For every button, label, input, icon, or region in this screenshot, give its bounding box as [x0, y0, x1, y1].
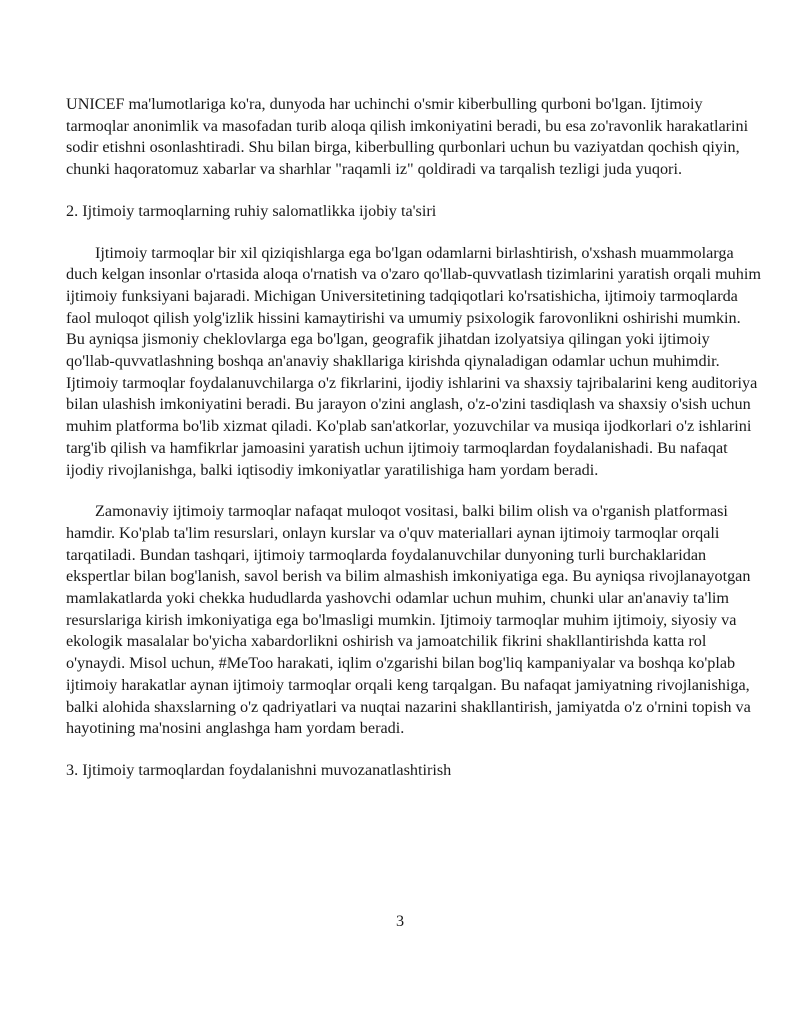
paragraph-spacer	[66, 181, 762, 201]
paragraph-education-platform: Zamonaviy ijtimoiy tarmoqlar nafaqat muloqot vositasi, balki bilim olish va o'rganish platformasi hamdir. Ko'plab ta'lim resurslari, onlayn kurslar va o'quv materiallari aynan ijtimoiy tarmoqlar orqali tarqatiladi. Bundan tashqari, ijtimoiy tarmoqlarda foydalanuvchilar dunyoning turli burchaklaridan ekspertlar bilan bog'lanish, savol berish va bilim almashish imkoniyatiga ega. Bu ayniqsa rivojlanayotgan mamlakatlarda yoki chekka hududlarda yashovchi odamlar uchun muhim, chunki ular an'anaviy ta'lim resurslariga kirish imkoniyatiga ega bo'lmasligi mumkin. Ijtimoiy tarmoqlar muhim ijtimoiy, siyosiy va ekologik masalalar bo'yicha xabardorlikni oshirish va jamoatchilik fikrini shakllantirishda katta rol o'ynaydi. Misol uchun, #MeToo harakati, iqlim o'zgarishi bilan bog'liq kampaniyalar va boshqa ko'plab ijtimoiy harakatlar aynan ijtimoiy tarmoqlar orqali keng tarqalgan. Bu nafaqat jamiyatning rivojlanishiga, balki alohida shaxslarning o'z qadriyatlari va nuqtai nazarini shakllantirish, jamiyatda o'z o'rnini topish va hayotining ma'nosini anglashga ham yordam beradi.	[66, 502, 751, 738]
paragraph-spacer	[66, 740, 762, 760]
page-number: 3	[395, 912, 405, 930]
section-heading-3: 3. Ijtimoiy tarmoqlardan foydalanishni muvozanatlashtirish	[66, 760, 452, 779]
paragraph-cyberbullying: UNICEF ma'lumotlariga ko'ra, dunyoda har uchinchi o'smir kiberbulling qurboni bo'lgan. Ijtimoiy tarmoqlar anonimlik va masofadan turib aloqa qilish imkoniyatini beradi, bu esa zo'ravonlik harakatlarini sodir etishni osonlashtiradi. Shu bilan birga, kiberbulling qurbonlari uchun bu vaziyatdan qochish qiyin, chunki haqoratomuz xabarlar va sharhlar "raqamli iz" qoldiradi va tarqalish tezligi juda yuqori.	[66, 95, 749, 179]
paragraph-spacer	[66, 223, 762, 243]
paragraph-spacer	[66, 481, 762, 501]
paragraph-positive-impact: Ijtimoiy tarmoqlar bir xil qiziqishlarga ega bo'lgan odamlarni birlashtirish, o'xshash muammolarga duch kelgan insonlar o'rtasida aloqa o'rnatish va o'zaro qo'llab-quvvatlash tizimlarini yaratish orqali muhim ijtimoiy funksiyani bajaradi. Michigan Universitetining tadqiqotlari ko'rsatishicha, ijtimoiy tarmoqlarda faol muloqot qilish yolg'izlik hissini kamaytirishi va umumiy psixologik farovonlikni oshirishi mumkin. Bu ayniqsa jismoniy cheklovlarga ega bo'lgan, geografik jihatdan izolyatsiya qilingan yoki ijtimoiy qo'llab-quvvatlashning boshqa an'anaviy shakllariga kirishda qiynaladigan odamlar uchun muhimdir. Ijtimoiy tarmoqlar foydalanuvchilarga o'z fikrlarini, ijodiy ishlarini va shaxsiy tajribalarini keng auditoriya bilan ulashish imkoniyatini beradi. Bu jarayon o'zini anglash, o'z-o'zini tasdiqlash va shaxsiy o'sish uchun muhim platforma bo'lib xizmat qiladi. Ko'plab san'atkorlar, yozuvchilar va musiqa ijodkorlari o'z ishlarini targ'ib qilish va hamfikrlar jamoasini yaratish uchun ijtimoiy tarmoqlardan foydalanishadi. Bu nafaqat ijodiy rivojlanishga, balki iqtisodiy imkoniyatlar yaratilishiga ham yordam beradi.	[66, 243, 761, 479]
document-body	[66, 94, 762, 782]
section-heading-2: 2. Ijtimoiy tarmoqlarning ruhiy salomatlikka ijobiy ta'siri	[66, 201, 437, 220]
